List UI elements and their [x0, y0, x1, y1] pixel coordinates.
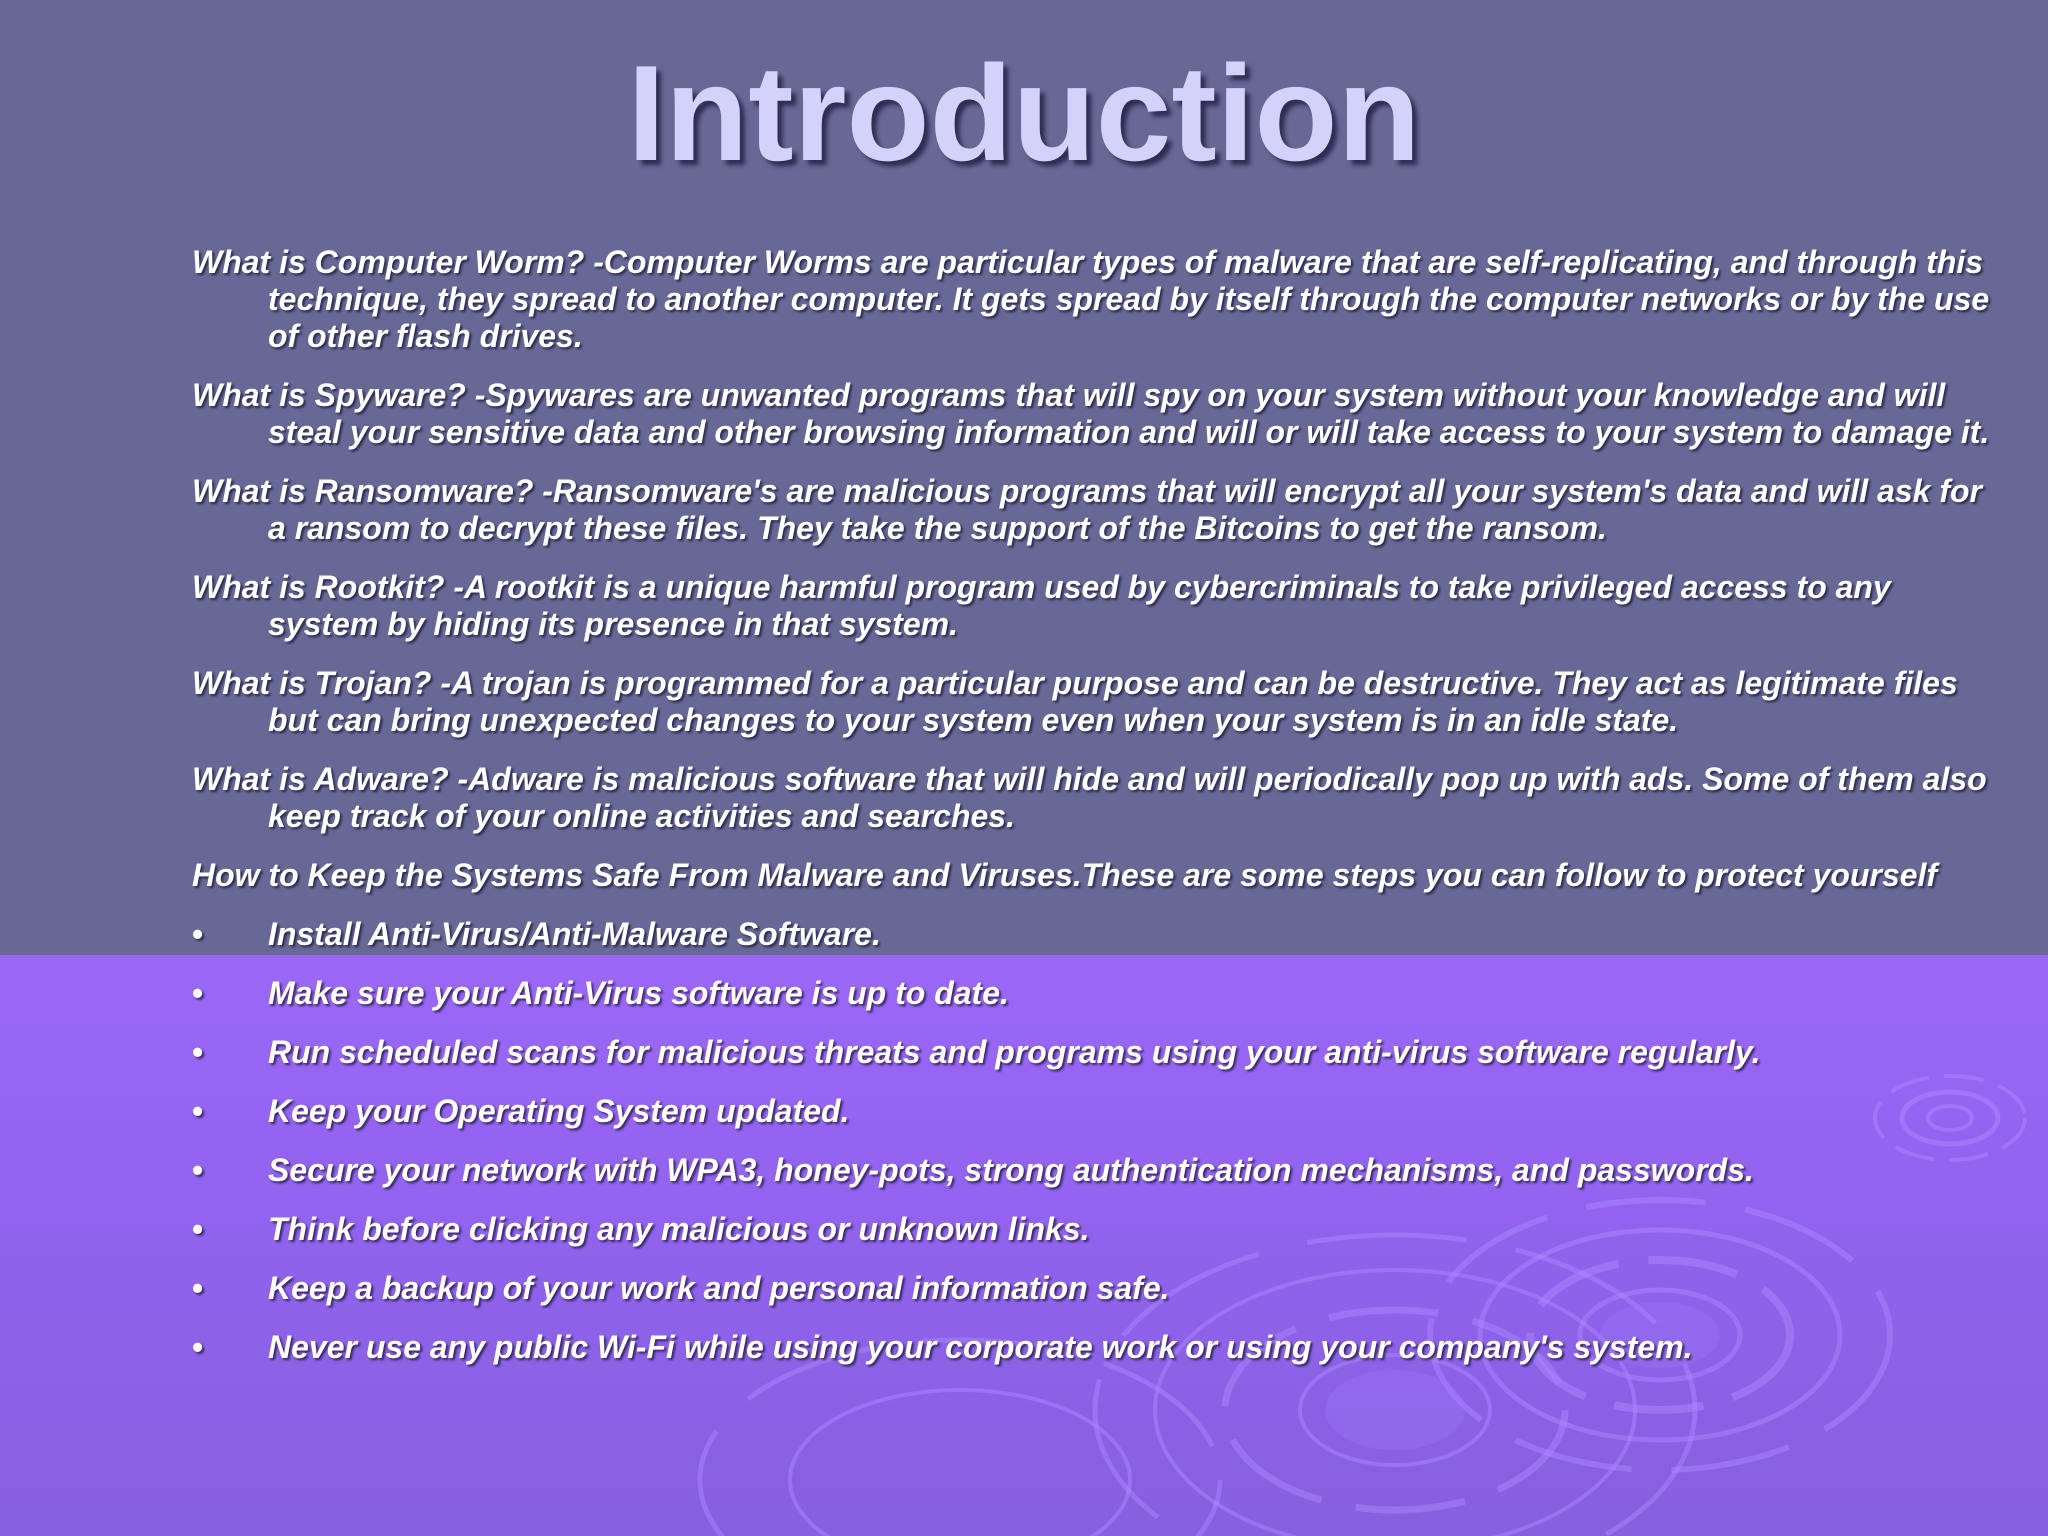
- list-item-text: Install Anti-Virus/Anti-Malware Software.: [268, 916, 881, 952]
- bullet-icon: •: [192, 1034, 204, 1070]
- bullet-icon: •: [192, 916, 204, 952]
- list-item: [192, 1211, 1992, 1248]
- bullet-icon: •: [192, 1211, 204, 1247]
- bullet-icon: •: [192, 1093, 204, 1129]
- paragraph-computer-worm: What is Computer Worm? -Computer Worms are particular types of malware that are self-replicating, and through this technique, they spread to another computer. It gets spread by itself through the computer networks or by the use of other flash drives.: [192, 244, 1990, 354]
- paragraph-ransomware: What is Ransomware? -Ransomware's are malicious programs that will encrypt all your system's data and will ask for a ransom to decrypt these files. They take the support of the Bitcoins to get the ransom.: [192, 473, 1982, 546]
- list-item-text: Secure your network with WPA3, honey-pots, strong authentication mechanisms, and passwords.: [268, 1152, 1754, 1188]
- paragraph-rootkit: What is Rootkit? -A rootkit is a unique harmful program used by cybercriminals to take privileged access to any system by hiding its presence in that system.: [192, 569, 1891, 642]
- bullet-icon: •: [192, 1270, 204, 1306]
- paragraph-adware: What is Adware? -Adware is malicious software that will hide and will periodically pop up with ads. Some of them also keep track of your online activities and searches.: [192, 761, 1987, 834]
- list-item: [192, 1152, 1992, 1189]
- list-item: [192, 1034, 1992, 1071]
- list-item: [192, 916, 1992, 953]
- list-item: [192, 1093, 1992, 1130]
- slide-title: Introduction: [627, 37, 1421, 189]
- slide-body: [192, 244, 1992, 1388]
- paragraph-spyware: What is Spyware? -Spywares are unwanted programs that will spy on your system without your knowledge and will steal your sensitive data and other browsing information and will or will take access to your system to damage it.: [192, 377, 1990, 450]
- list-item-text: Think before clicking any malicious or unknown links.: [268, 1211, 1090, 1247]
- list-item-text: Make sure your Anti-Virus software is up to date.: [268, 975, 1009, 1011]
- list-item-text: Run scheduled scans for malicious threats and programs using your anti-virus software regularly.: [268, 1034, 1761, 1070]
- list-item: [192, 1329, 1992, 1366]
- list-item-text: Keep a backup of your work and personal information safe.: [268, 1270, 1170, 1306]
- list-item-text: Keep your Operating System updated.: [268, 1093, 850, 1129]
- list-item: [192, 975, 1992, 1012]
- paragraph-keep-systems-safe: How to Keep the Systems Safe From Malware and Viruses.These are some steps you can follow to protect yourself: [192, 857, 1938, 893]
- safety-steps-list: [192, 916, 1992, 1366]
- bullet-icon: •: [192, 1152, 204, 1188]
- bullet-icon: •: [192, 1329, 204, 1365]
- bullet-icon: •: [192, 975, 204, 1011]
- paragraph-trojan: What is Trojan? -A trojan is programmed for a particular purpose and can be destructive. They act as legitimate files but can bring unexpected changes to your system even when your system is in an idle state.: [192, 665, 1958, 738]
- list-item: [192, 1270, 1992, 1307]
- list-item-text: Never use any public Wi-Fi while using your corporate work or using your company's system.: [268, 1329, 1693, 1365]
